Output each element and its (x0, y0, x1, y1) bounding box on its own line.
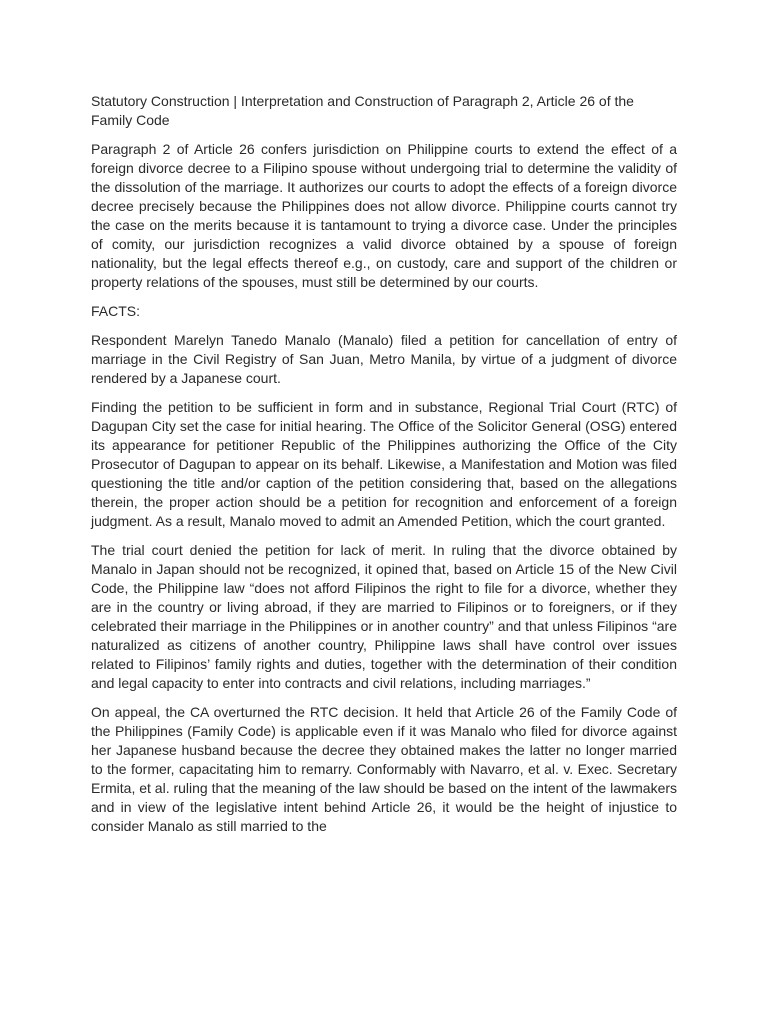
facts-paragraph-4: On appeal, the CA overturned the RTC decision. It held that Article 26 of the Family Code of the Philippines (Family Code) is applicable even if it was Manalo who filed for divorce against her Japanese husband because the decree they obtained makes the latter no longer married to the former, capacitating him to remarry. Conformably with Navarro, et al. v. Exec. Secretary Ermita, et al. ruling that the meaning of the law should be based on the intent of the lawmakers and in view of the legislative intent behind Article 26, it would be the height of injustice to consider Manalo as still married to the (91, 704, 678, 834)
intro-paragraph: Paragraph 2 of Article 26 confers jurisdiction on Philippine courts to extend the effect of a foreign divorce decree to a Filipino spouse without undergoing trial to determine the validity of the dissolution of the marriage. It authorizes our courts to adopt the effects of a foreign divorce decree precisely because the Philippines does not allow divorce. Philippine courts cannot try the case on the merits because it is tantamount to trying a divorce case. Under the principles of comity, our jurisdiction recognizes a valid divorce obtained by a spouse of foreign nationality, but the legal effects thereof e.g., on custody, care and support of the children or property relations of the spouses, must still be determined by our courts. (91, 141, 677, 290)
facts-paragraph-1: Respondent Marelyn Tanedo Manalo (Manalo) filed a petition for cancellation of entry of marriage in the Civil Registry of San Juan, Metro Manila, by virtue of a judgment of divorce rendered by a Japanese court. (91, 332, 677, 386)
facts-heading: FACTS: (91, 303, 141, 319)
document-title: Statutory Construction | Interpretation and Construction of Paragraph 2, Article 26 of the Family Code (91, 93, 634, 128)
document-body (91, 92, 677, 846)
facts-paragraph-3: The trial court denied the petition for lack of merit. In ruling that the divorce obtained by Manalo in Japan should not be recognized, it opined that, based on Article 15 of the New Civil Code, the Philippine law “does not afford Filipinos the right to file for a divorce, whether they are in the country or living abroad, if they are married to Filipinos or to foreigners, or if they celebrated their marriage in the Philippines or in another country” and that unless Filipinos “are naturalized as citizens of another country, Philippine laws shall have control over issues related to Filipinos’ family rights and duties, together with the determination of their condition and legal capacity to enter into contracts and civil relations, including marriages.” (91, 542, 677, 691)
facts-paragraph-2: Finding the petition to be sufficient in form and in substance, Regional Trial Court (RTC) of Dagupan City set the case for initial hearing. The Office of the Solicitor General (OSG) entered its appearance for petitioner Republic of the Philippines authorizing the Office of the City Prosecutor of Dagupan to appear on its behalf. Likewise, a Manifestation and Motion was filed questioning the title and/or caption of the petition considering that, based on the allegations therein, the proper action should be a petition for recognition and enforcement of a foreign judgment. As a result, Manalo moved to admit an Amended Petition, which the court granted. (91, 399, 677, 529)
